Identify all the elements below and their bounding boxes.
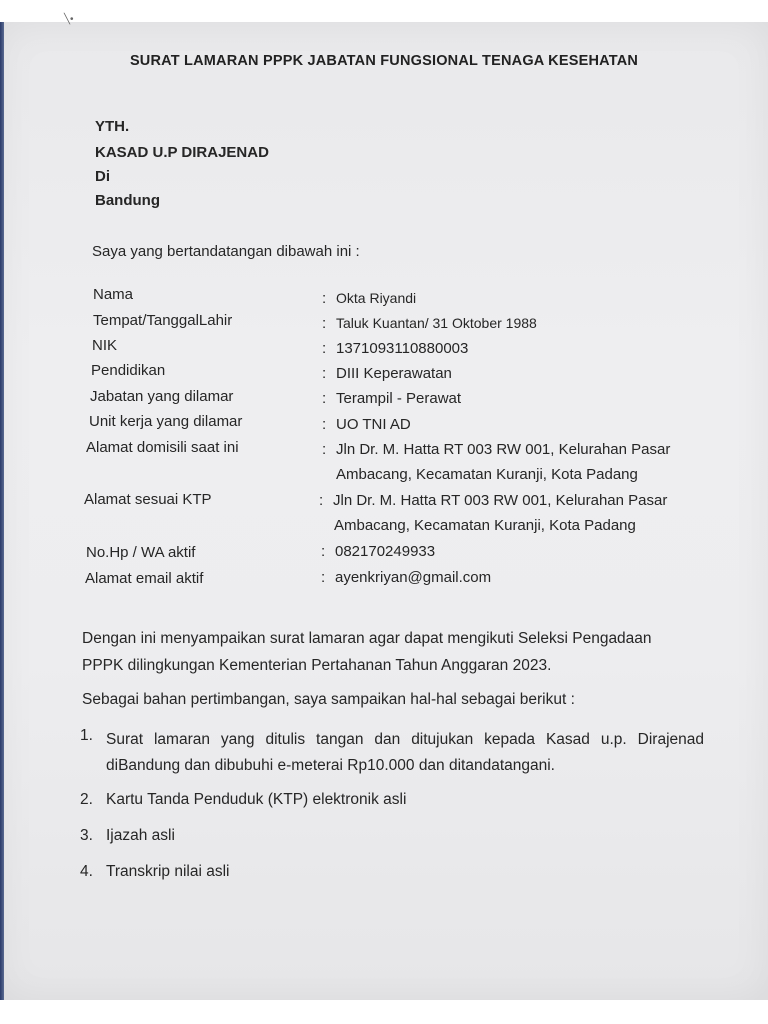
field-value-jabatan: Terampil - Perawat xyxy=(336,390,462,407)
field-colon: : xyxy=(321,569,326,586)
paragraph-2: Sebagai bahan pertimbangan, saya sampaikan hal-hal sebagai berikut : xyxy=(82,691,575,708)
background-edge xyxy=(0,22,4,1000)
field-colon: : xyxy=(319,492,324,509)
recipient-line-4: Bandung xyxy=(95,192,160,209)
field-value-email: ayenkriyan@gmail.com xyxy=(335,569,492,586)
field-value-unit-kerja: UO TNI AD xyxy=(336,416,411,433)
field-colon: : xyxy=(322,290,327,307)
field-label-unit-kerja: Unit kerja yang dilamar xyxy=(89,413,243,430)
field-value-domisili: Jln Dr. M. Hatta RT 003 RW 001, Kelurahan Pasar xyxy=(336,441,671,458)
paper-mark-icon: ╲• xyxy=(64,14,74,25)
field-label-pendidikan: Pendidikan xyxy=(91,362,166,379)
field-colon: : xyxy=(322,416,327,433)
field-value-pendidikan: DIII Keperawatan xyxy=(336,365,452,382)
field-value-domisili-line2: Ambacang, Kecamatan Kuranji, Kota Padang xyxy=(336,466,638,483)
list-item-text: Ijazah asli xyxy=(106,827,175,844)
field-colon: : xyxy=(322,365,327,382)
document-paper xyxy=(0,22,768,1000)
field-value-ktp: Jln Dr. M. Hatta RT 003 RW 001, Kelurahan Pasar xyxy=(333,492,668,509)
list-item-number: 3. xyxy=(80,827,93,844)
list-item-number: 2. xyxy=(80,791,93,808)
document-title: SURAT LAMARAN PPPK JABATAN FUNGSIONAL TENAGA KESEHATAN xyxy=(129,53,639,69)
field-label-domisili: Alamat domisili saat ini xyxy=(86,439,239,456)
field-label-ttl: Tempat/TanggalLahir xyxy=(93,312,233,329)
field-colon: : xyxy=(322,441,327,458)
field-value-nik: 1371093110880003 xyxy=(336,340,469,357)
field-label-jabatan: Jabatan yang dilamar xyxy=(90,388,234,405)
field-value-ktp-line2: Ambacang, Kecamatan Kuranji, Kota Padang xyxy=(334,517,636,534)
list-item-number: 4. xyxy=(80,863,93,880)
field-label-hp: No.Hp / WA aktif xyxy=(86,544,196,561)
field-colon: : xyxy=(321,543,326,560)
field-colon: : xyxy=(322,315,327,332)
field-colon: : xyxy=(322,390,327,407)
field-label-nik: NIK xyxy=(92,337,118,354)
field-label-nama: Nama xyxy=(93,286,134,303)
intro-text: Saya yang bertandatangan dibawah ini : xyxy=(92,243,360,260)
paragraph-1-line-1: Dengan ini menyampaikan surat lamaran agar dapat mengikuti Seleksi Pengadaan xyxy=(82,630,652,647)
field-value-nama: Okta Riyandi xyxy=(336,290,417,306)
field-label-email: Alamat email aktif xyxy=(85,570,204,587)
field-value-ttl: Taluk Kuantan/ 31 Oktober 1988 xyxy=(336,315,537,331)
field-value-hp: 082170249933 xyxy=(335,543,436,560)
recipient-line-3: Di xyxy=(95,168,110,185)
list-item-text: Kartu Tanda Penduduk (KTP) elektronik asli xyxy=(106,791,407,808)
paragraph-1-line-2: PPPK dilingkungan Kementerian Pertahanan Tahun Anggaran 2023. xyxy=(82,657,552,674)
list-item-text: Surat lamaran yang ditulis tangan dan ditujukan kepada Kasad u.p. Dirajenad diBandung dan dibubuhi e-meterai Rp10.000 dan ditandatangani. xyxy=(106,731,704,774)
list-item-number: 1. xyxy=(80,727,93,744)
list-item-text: Transkrip nilai asli xyxy=(106,863,230,880)
field-label-ktp: Alamat sesuai KTP xyxy=(84,491,212,508)
field-colon: : xyxy=(322,340,327,357)
recipient-line-1: YTH. xyxy=(95,118,130,135)
recipient-line-2: KASAD U.P DIRAJENAD xyxy=(95,144,269,161)
